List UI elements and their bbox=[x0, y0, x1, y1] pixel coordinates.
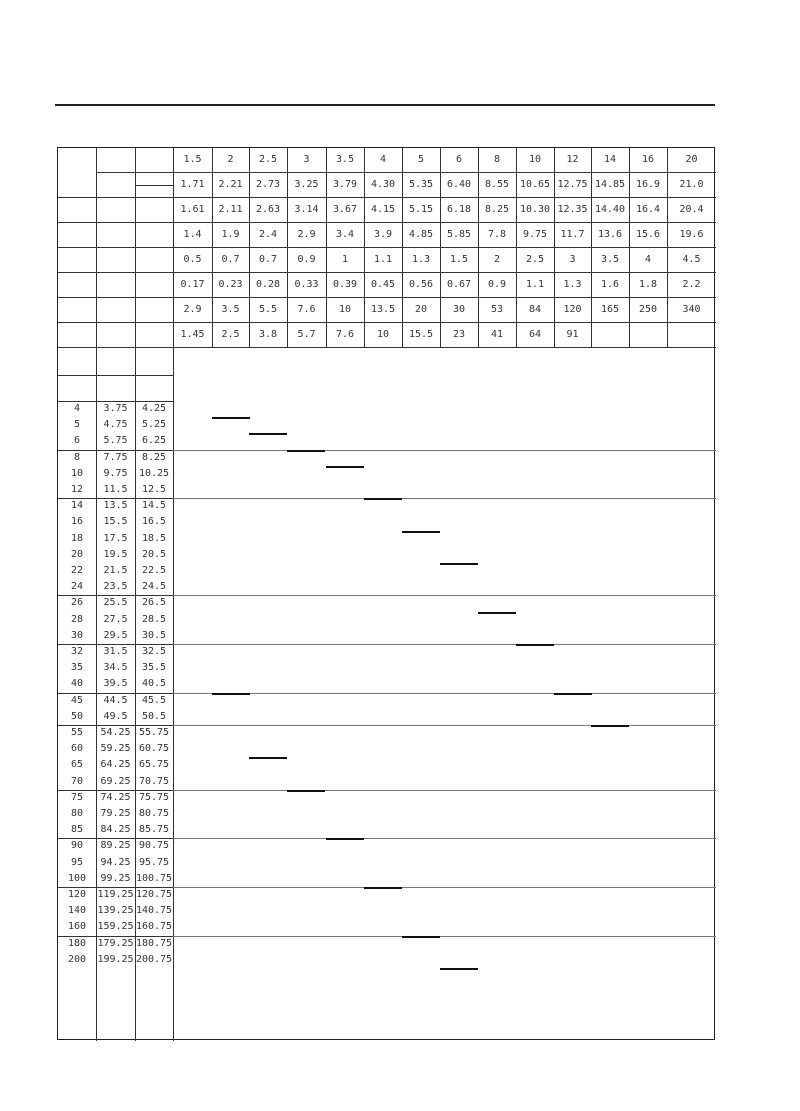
cell-d_max: 12.75 bbox=[557, 179, 588, 190]
length-min: 34.5 bbox=[103, 662, 128, 674]
table-vline bbox=[667, 148, 668, 347]
length-nominal-90: 90 bbox=[70, 840, 84, 852]
length-max: 180.75 bbox=[135, 937, 173, 949]
cell-a: 1.5 bbox=[449, 254, 469, 265]
length-max: 6.25 bbox=[141, 435, 167, 447]
table-vline bbox=[326, 148, 327, 347]
length-min: 29.5 bbox=[103, 629, 128, 641]
table-vline bbox=[287, 148, 288, 347]
length-min: 44.5 bbox=[103, 694, 128, 706]
cell-a: 4.5 bbox=[682, 254, 701, 265]
length-min: 159.25 bbox=[97, 921, 134, 933]
table-vline bbox=[212, 148, 213, 347]
length-header-hline bbox=[58, 401, 173, 402]
cell-shear_1: 30 bbox=[452, 304, 466, 315]
length-max: 24.5 bbox=[141, 581, 167, 593]
range-grid-line bbox=[173, 790, 716, 791]
cell-d1_max: 2.9 bbox=[297, 229, 316, 240]
length-group-line bbox=[58, 498, 173, 499]
cell-d1_max: 11.7 bbox=[560, 229, 585, 240]
cell-s: 0.23 bbox=[218, 279, 243, 290]
length-max: 12.5 bbox=[141, 484, 167, 495]
range-step-line bbox=[554, 693, 592, 695]
range-step-line bbox=[212, 693, 250, 695]
cell-shear_2: 91 bbox=[566, 329, 579, 340]
length-min: 25.5 bbox=[103, 597, 128, 609]
length-nominal-180: 180 bbox=[67, 937, 87, 949]
column-nominal-16: 16 bbox=[641, 154, 655, 165]
cell-a: 1.1 bbox=[373, 254, 393, 265]
cell-s: 1.1 bbox=[525, 279, 545, 290]
length-nominal-50: 50 bbox=[70, 710, 84, 722]
cell-shear_2: 15.5 bbox=[408, 329, 434, 340]
cell-d1_max: 3.9 bbox=[373, 229, 393, 240]
range-step-line bbox=[402, 531, 440, 533]
column-nominal-20: 20 bbox=[685, 154, 698, 165]
length-group-line bbox=[58, 595, 173, 596]
cell-shear_1: 53 bbox=[490, 304, 504, 315]
cell-d_max: 4.30 bbox=[370, 179, 396, 190]
cell-d_max: 3.79 bbox=[332, 179, 358, 190]
cell-s: 0.56 bbox=[408, 279, 434, 290]
length-max: 95.75 bbox=[138, 856, 170, 868]
table-hline bbox=[58, 322, 716, 323]
cell-d1_max: 4.85 bbox=[408, 229, 434, 240]
length-min: 94.25 bbox=[100, 856, 131, 868]
length-nominal-14: 14 bbox=[70, 500, 84, 512]
length-min: 5.75 bbox=[103, 435, 128, 447]
length-min: 179.25 bbox=[97, 937, 134, 949]
cell-shear_2: 1.45 bbox=[180, 329, 205, 340]
cell-d_min: 12.35 bbox=[557, 204, 588, 215]
cell-s: 0.28 bbox=[255, 279, 281, 290]
table-hline bbox=[96, 172, 716, 173]
range-step-line bbox=[249, 433, 287, 435]
length-nominal-80: 80 bbox=[70, 808, 84, 819]
cell-a: 2.5 bbox=[525, 254, 545, 265]
cell-shear_1: 5.5 bbox=[258, 304, 278, 315]
cell-shear_2: 2.5 bbox=[221, 329, 240, 340]
length-nominal-24: 24 bbox=[70, 581, 84, 593]
cell-s: 0.39 bbox=[332, 279, 358, 290]
cell-shear_1: 250 bbox=[638, 304, 658, 315]
length-max: 28.5 bbox=[141, 613, 167, 625]
length-nominal-200: 200 bbox=[67, 953, 87, 965]
cell-d_max: 5.35 bbox=[408, 179, 434, 190]
length-min: 64.25 bbox=[100, 759, 131, 771]
table-hline bbox=[58, 297, 716, 298]
cell-a: 0.5 bbox=[183, 254, 202, 265]
length-nominal-5: 5 bbox=[73, 419, 81, 431]
length-group-line bbox=[58, 644, 173, 645]
length-group-line bbox=[58, 838, 173, 839]
length-max: 80.75 bbox=[138, 808, 170, 819]
cell-d_min: 1.61 bbox=[180, 204, 205, 215]
range-grid-line bbox=[173, 644, 716, 645]
length-max: 14.5 bbox=[141, 500, 167, 512]
table-vline bbox=[364, 148, 365, 347]
length-max: 140.75 bbox=[135, 905, 173, 917]
length-nominal-12: 12 bbox=[70, 484, 84, 495]
range-step-line bbox=[326, 838, 364, 840]
range-step-line bbox=[478, 612, 516, 614]
range-step-line bbox=[440, 563, 478, 565]
cell-d1_max: 3.4 bbox=[335, 229, 355, 240]
cell-a: 0.7 bbox=[221, 254, 240, 265]
range-step-line bbox=[402, 936, 440, 938]
cell-d_min: 2.63 bbox=[255, 204, 281, 215]
length-header-hline bbox=[58, 375, 173, 376]
length-max: 60.75 bbox=[138, 743, 170, 755]
cell-shear_1: 7.6 bbox=[297, 304, 316, 315]
dimension-table bbox=[57, 147, 715, 1040]
table-hline bbox=[58, 347, 716, 348]
cell-d_max: 10.65 bbox=[519, 179, 551, 190]
length-max: 65.75 bbox=[138, 759, 170, 771]
length-max: 50.5 bbox=[141, 710, 167, 722]
length-nominal-8: 8 bbox=[73, 451, 81, 463]
cell-s: 1.8 bbox=[638, 279, 658, 290]
cell-s: 1.3 bbox=[563, 279, 582, 290]
length-nominal-95: 95 bbox=[70, 856, 84, 868]
cell-d_max: 2.73 bbox=[255, 179, 281, 190]
column-nominal-3: 3 bbox=[303, 154, 310, 165]
cell-d1_max: 5.85 bbox=[446, 229, 472, 240]
range-grid-line bbox=[173, 498, 716, 499]
cell-shear_2: 64 bbox=[528, 329, 542, 340]
length-group-line bbox=[58, 887, 173, 888]
length-nominal-18: 18 bbox=[70, 532, 84, 544]
length-group-line bbox=[58, 450, 173, 451]
range-step-line bbox=[440, 968, 478, 970]
length-min: 139.25 bbox=[97, 905, 134, 917]
length-group-line bbox=[58, 693, 173, 694]
table-vline bbox=[591, 148, 592, 347]
length-max: 55.75 bbox=[138, 727, 170, 738]
cell-shear_1: 120 bbox=[563, 304, 582, 315]
table-vline bbox=[554, 148, 555, 347]
table-vline bbox=[516, 148, 517, 347]
length-max: 40.5 bbox=[141, 678, 167, 690]
cell-a: 0.9 bbox=[297, 254, 316, 265]
length-nominal-65: 65 bbox=[70, 759, 84, 771]
length-min: 9.75 bbox=[103, 467, 128, 479]
range-step-line bbox=[249, 757, 287, 759]
column-nominal-1.5: 1.5 bbox=[183, 154, 202, 165]
length-max: 35.5 bbox=[141, 662, 167, 674]
length-min: 31.5 bbox=[103, 646, 128, 657]
length-max: 120.75 bbox=[135, 889, 173, 900]
cell-s: 0.17 bbox=[180, 279, 205, 290]
length-min: 13.5 bbox=[103, 500, 128, 512]
cell-a: 1.3 bbox=[411, 254, 431, 265]
length-nominal-140: 140 bbox=[67, 905, 87, 917]
cell-s: 0.67 bbox=[446, 279, 472, 290]
cell-d1_max: 1.4 bbox=[183, 229, 202, 240]
length-min: 54.25 bbox=[100, 727, 131, 738]
column-nominal-12: 12 bbox=[566, 154, 579, 165]
length-max: 70.75 bbox=[138, 775, 170, 787]
length-nominal-4: 4 bbox=[73, 403, 81, 414]
length-nominal-32: 32 bbox=[70, 646, 84, 657]
cell-s: 1.6 bbox=[600, 279, 620, 290]
cell-d_min: 4.15 bbox=[370, 204, 396, 215]
length-nominal-120: 120 bbox=[67, 889, 87, 900]
length-min: 84.25 bbox=[100, 824, 131, 836]
cell-shear_1: 2.9 bbox=[183, 304, 202, 315]
length-max: 100.75 bbox=[135, 872, 173, 884]
cell-shear_2: 3.8 bbox=[258, 329, 278, 340]
length-max: 32.5 bbox=[141, 646, 167, 657]
cell-a: 2 bbox=[493, 254, 501, 265]
length-nominal-40: 40 bbox=[70, 678, 84, 690]
length-nominal-6: 6 bbox=[73, 435, 81, 447]
table-hline bbox=[135, 185, 173, 186]
cell-shear_1: 3.5 bbox=[221, 304, 240, 315]
length-min: 99.25 bbox=[100, 872, 131, 884]
cell-shear_2: 5.7 bbox=[297, 329, 316, 340]
range-grid-line bbox=[173, 595, 716, 596]
cell-shear_2: 41 bbox=[490, 329, 504, 340]
length-min: 17.5 bbox=[103, 532, 128, 544]
range-step-line bbox=[364, 498, 402, 500]
length-max: 85.75 bbox=[138, 824, 170, 836]
cell-s: 0.9 bbox=[487, 279, 507, 290]
length-group-line bbox=[58, 725, 173, 726]
length-min: 79.25 bbox=[100, 808, 131, 819]
length-nominal-85: 85 bbox=[70, 824, 84, 836]
cell-s: 0.45 bbox=[370, 279, 396, 290]
cell-d_min: 5.15 bbox=[408, 204, 434, 215]
length-min: 69.25 bbox=[100, 775, 131, 787]
cell-s: 2.2 bbox=[682, 279, 701, 290]
length-min: 7.75 bbox=[103, 451, 128, 463]
length-max: 160.75 bbox=[135, 921, 173, 933]
length-min: 39.5 bbox=[103, 678, 128, 690]
cell-d1_max: 7.8 bbox=[487, 229, 507, 240]
cell-a: 3.5 bbox=[600, 254, 620, 265]
range-step-line bbox=[326, 466, 364, 468]
cell-a: 4 bbox=[644, 254, 652, 265]
cell-s: 0.33 bbox=[294, 279, 319, 290]
table-hline bbox=[58, 197, 716, 198]
cell-d_min: 3.67 bbox=[332, 204, 358, 215]
length-min: 74.25 bbox=[100, 791, 131, 803]
cell-d_min: 6.18 bbox=[446, 204, 472, 215]
length-max: 8.25 bbox=[141, 451, 167, 463]
length-nominal-35: 35 bbox=[70, 662, 84, 674]
range-step-line bbox=[591, 725, 629, 727]
length-max: 22.5 bbox=[141, 565, 167, 576]
column-nominal-2: 2 bbox=[227, 154, 234, 165]
cell-d_min: 2.11 bbox=[218, 204, 243, 215]
length-nominal-26: 26 bbox=[70, 597, 84, 609]
cell-shear_2: 10 bbox=[376, 329, 390, 340]
length-max: 4.25 bbox=[141, 403, 167, 414]
length-max: 45.5 bbox=[141, 694, 167, 706]
table-vline bbox=[478, 148, 479, 347]
table-vline bbox=[440, 148, 441, 347]
cell-d_min: 10.30 bbox=[519, 204, 551, 215]
range-step-line bbox=[287, 790, 325, 792]
cell-a: 1 bbox=[341, 254, 349, 265]
cell-shear_1: 340 bbox=[682, 304, 701, 315]
length-nominal-28: 28 bbox=[70, 613, 84, 625]
length-max: 16.5 bbox=[141, 516, 167, 528]
length-nominal-16: 16 bbox=[70, 516, 84, 528]
length-min: 199.25 bbox=[97, 953, 134, 965]
length-max: 20.5 bbox=[141, 548, 167, 560]
length-max: 26.5 bbox=[141, 597, 167, 609]
length-max: 75.75 bbox=[138, 791, 170, 803]
range-grid-line bbox=[173, 450, 716, 451]
length-min: 21.5 bbox=[103, 565, 128, 576]
range-step-line bbox=[516, 644, 554, 646]
column-nominal-14: 14 bbox=[603, 154, 617, 165]
length-min: 27.5 bbox=[103, 613, 128, 625]
length-nominal-22: 22 bbox=[70, 565, 84, 576]
cell-d1_max: 2.4 bbox=[258, 229, 278, 240]
length-group-line bbox=[58, 936, 173, 937]
length-min: 3.75 bbox=[103, 403, 128, 414]
cell-d_max: 3.25 bbox=[294, 179, 319, 190]
cell-d_min: 8.25 bbox=[484, 204, 510, 215]
table-hline bbox=[58, 272, 716, 273]
cell-d1_max: 9.75 bbox=[522, 229, 548, 240]
length-min: 119.25 bbox=[97, 889, 134, 900]
length-nominal-30: 30 bbox=[70, 629, 84, 641]
column-nominal-8: 8 bbox=[493, 154, 501, 165]
length-nominal-10: 10 bbox=[70, 467, 84, 479]
cell-d_max: 8.55 bbox=[484, 179, 510, 190]
range-grid-line bbox=[173, 838, 716, 839]
cell-d_max: 16.9 bbox=[635, 179, 661, 190]
length-min: 19.5 bbox=[103, 548, 128, 560]
cell-a: 0.7 bbox=[258, 254, 278, 265]
range-step-line bbox=[287, 450, 325, 452]
length-max: 90.75 bbox=[138, 840, 170, 852]
length-min: 4.75 bbox=[103, 419, 128, 431]
cell-shear_1: 84 bbox=[528, 304, 542, 315]
cell-shear_2: 23 bbox=[452, 329, 466, 340]
cell-d_max: 14.85 bbox=[594, 179, 626, 190]
length-nominal-75: 75 bbox=[70, 791, 84, 803]
column-nominal-6: 6 bbox=[455, 154, 463, 165]
cell-shear_1: 13.5 bbox=[370, 304, 396, 315]
cell-shear_1: 20 bbox=[414, 304, 428, 315]
length-max: 30.5 bbox=[141, 629, 167, 641]
length-nominal-45: 45 bbox=[70, 694, 84, 706]
header-rule bbox=[55, 104, 715, 106]
length-min: 15.5 bbox=[103, 516, 128, 528]
column-nominal-3.5: 3.5 bbox=[335, 154, 355, 165]
range-step-line bbox=[364, 887, 402, 889]
cell-d_min: 20.4 bbox=[679, 204, 704, 215]
cell-d_max: 1.71 bbox=[180, 179, 205, 190]
length-max: 10.25 bbox=[138, 467, 170, 479]
cell-d1_max: 19.6 bbox=[679, 229, 704, 240]
length-min: 49.5 bbox=[103, 710, 128, 722]
length-nominal-20: 20 bbox=[70, 548, 84, 560]
range-grid-line bbox=[173, 936, 716, 937]
column-nominal-10: 10 bbox=[528, 154, 542, 165]
range-grid-line bbox=[173, 693, 716, 694]
table-vline bbox=[402, 148, 403, 347]
length-nominal-55: 55 bbox=[70, 727, 84, 738]
table-vline bbox=[249, 148, 250, 347]
column-nominal-5: 5 bbox=[417, 154, 425, 165]
length-min: 11.5 bbox=[103, 484, 128, 495]
cell-d_min: 3.14 bbox=[294, 204, 319, 215]
table-hline bbox=[58, 222, 716, 223]
range-grid-line bbox=[173, 887, 716, 888]
length-min: 59.25 bbox=[100, 743, 131, 755]
table-hline bbox=[58, 247, 716, 248]
table-vline bbox=[629, 148, 630, 347]
cell-d_max: 2.21 bbox=[218, 179, 243, 190]
length-nominal-160: 160 bbox=[67, 921, 87, 933]
length-nominal-100: 100 bbox=[67, 872, 87, 884]
cell-d1_max: 13.6 bbox=[597, 229, 623, 240]
column-nominal-2.5: 2.5 bbox=[258, 154, 278, 165]
length-max: 5.25 bbox=[141, 419, 167, 431]
length-group-line bbox=[58, 790, 173, 791]
length-min: 23.5 bbox=[103, 581, 128, 593]
range-step-line bbox=[212, 417, 250, 419]
range-grid-line bbox=[173, 725, 716, 726]
cell-shear_2: 7.6 bbox=[335, 329, 355, 340]
length-max: 18.5 bbox=[141, 532, 167, 544]
cell-a: 3 bbox=[569, 254, 576, 265]
column-nominal-4: 4 bbox=[379, 154, 387, 165]
cell-d1_max: 1.9 bbox=[221, 229, 240, 240]
cell-shear_1: 165 bbox=[600, 304, 620, 315]
cell-d_min: 14.40 bbox=[594, 204, 626, 215]
cell-d_max: 6.40 bbox=[446, 179, 472, 190]
cell-d_max: 21.0 bbox=[679, 179, 704, 190]
length-nominal-70: 70 bbox=[70, 775, 84, 787]
length-min: 89.25 bbox=[100, 840, 131, 852]
cell-shear_1: 10 bbox=[338, 304, 352, 315]
cell-d_min: 16.4 bbox=[635, 204, 661, 215]
length-max: 200.75 bbox=[135, 953, 173, 965]
length-nominal-60: 60 bbox=[70, 743, 84, 755]
cell-d1_max: 15.6 bbox=[635, 229, 661, 240]
